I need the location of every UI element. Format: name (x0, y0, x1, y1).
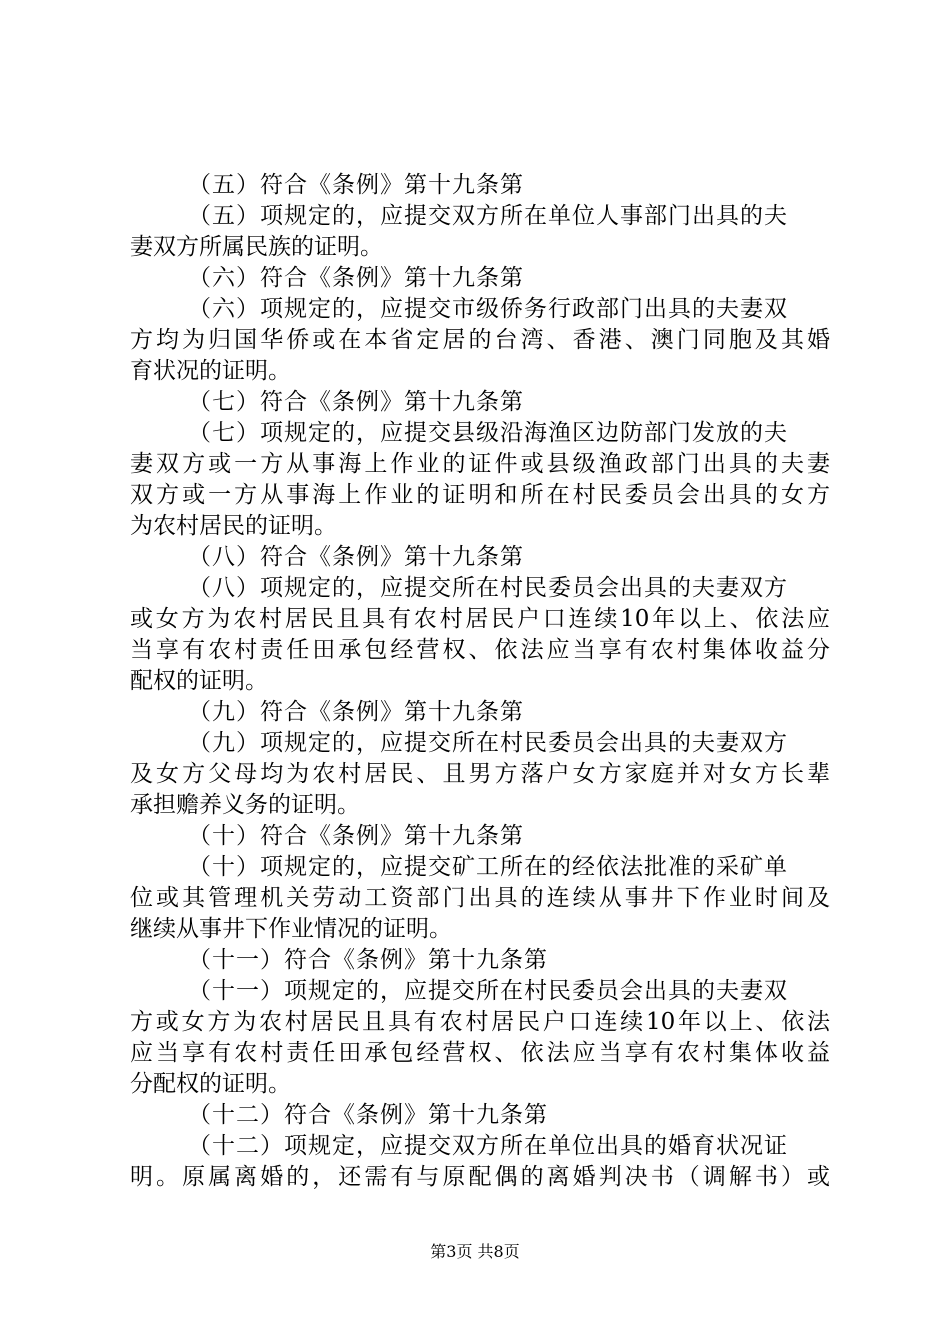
paragraph-line: （五）项规定的，应提交双方所在单位人事部门出具的夫 (188, 203, 788, 229)
clause-heading: （十一）符合《条例》第十九条第 (188, 947, 548, 973)
clause-heading: （六）符合《条例》第十九条第 (188, 265, 524, 291)
paragraph-line: 明。原属离婚的，还需有与原配偶的离婚判决书（调解书）或 (130, 1164, 830, 1190)
paragraph-line: 方均为归国华侨或在本省定居的台湾、香港、澳门同胞及其婚 (130, 327, 830, 353)
clause-heading: （十二）符合《条例》第十九条第 (188, 1102, 548, 1128)
paragraph-line: （七）项规定的，应提交县级沿海渔区边防部门发放的夫 (188, 420, 788, 446)
paragraph-line: 分配权的证明。 (130, 1071, 291, 1097)
paragraph-line: （九）项规定的，应提交所在村民委员会出具的夫妻双方 (188, 730, 788, 756)
paragraph-line: 继续从事井下作业情况的证明。 (130, 916, 452, 942)
paragraph-line: 育状况的证明。 (130, 358, 291, 384)
paragraph-line: 配权的证明。 (130, 668, 268, 694)
paragraph-line: 或女方为农村居民且具有农村居民户口连续10年以上、依法应 (130, 606, 830, 632)
clause-heading: （十）符合《条例》第十九条第 (188, 823, 524, 849)
paragraph-line: 当享有农村责任田承包经营权、依法应当享有农村集体收益分 (130, 637, 830, 663)
paragraph-line: （十一）项规定的，应提交所在村民委员会出具的夫妻双 (188, 978, 788, 1004)
paragraph-line: 妻双方或一方从事海上作业的证件或县级渔政部门出具的夫妻 (130, 451, 830, 477)
clause-heading: （八）符合《条例》第十九条第 (188, 544, 524, 570)
document-body (130, 170, 830, 1193)
paragraph-line: 承担赡养义务的证明。 (130, 792, 360, 818)
page-number-footer: 第3页 共8页 (430, 1242, 520, 1261)
paragraph-line: 方或女方为农村居民且具有农村居民户口连续10年以上、依法 (130, 1009, 830, 1035)
paragraph-line: 应当享有农村责任田承包经营权、依法应当享有农村集体收益 (130, 1040, 830, 1066)
paragraph-line: 双方或一方从事海上作业的证明和所在村民委员会出具的女方 (130, 482, 830, 508)
paragraph-line: （十）项规定的，应提交矿工所在的经依法批准的采矿单 (188, 854, 788, 880)
paragraph-line: 位或其管理机关劳动工资部门出具的连续从事井下作业时间及 (130, 885, 830, 911)
paragraph-line: （十二）项规定，应提交双方所在单位出具的婚育状况证 (188, 1133, 788, 1159)
clause-heading: （五）符合《条例》第十九条第 (188, 172, 524, 198)
paragraph-line: 妻双方所属民族的证明。 (130, 234, 383, 260)
clause-heading: （九）符合《条例》第十九条第 (188, 699, 524, 725)
paragraph-line: 及女方父母均为农村居民、且男方落户女方家庭并对女方长辈 (130, 761, 830, 787)
clause-heading: （七）符合《条例》第十九条第 (188, 389, 524, 415)
paragraph-line: （八）项规定的，应提交所在村民委员会出具的夫妻双方 (188, 575, 788, 601)
paragraph-line: 为农村居民的证明。 (130, 513, 337, 539)
paragraph-line: （六）项规定的，应提交市级侨务行政部门出具的夫妻双 (188, 296, 788, 322)
